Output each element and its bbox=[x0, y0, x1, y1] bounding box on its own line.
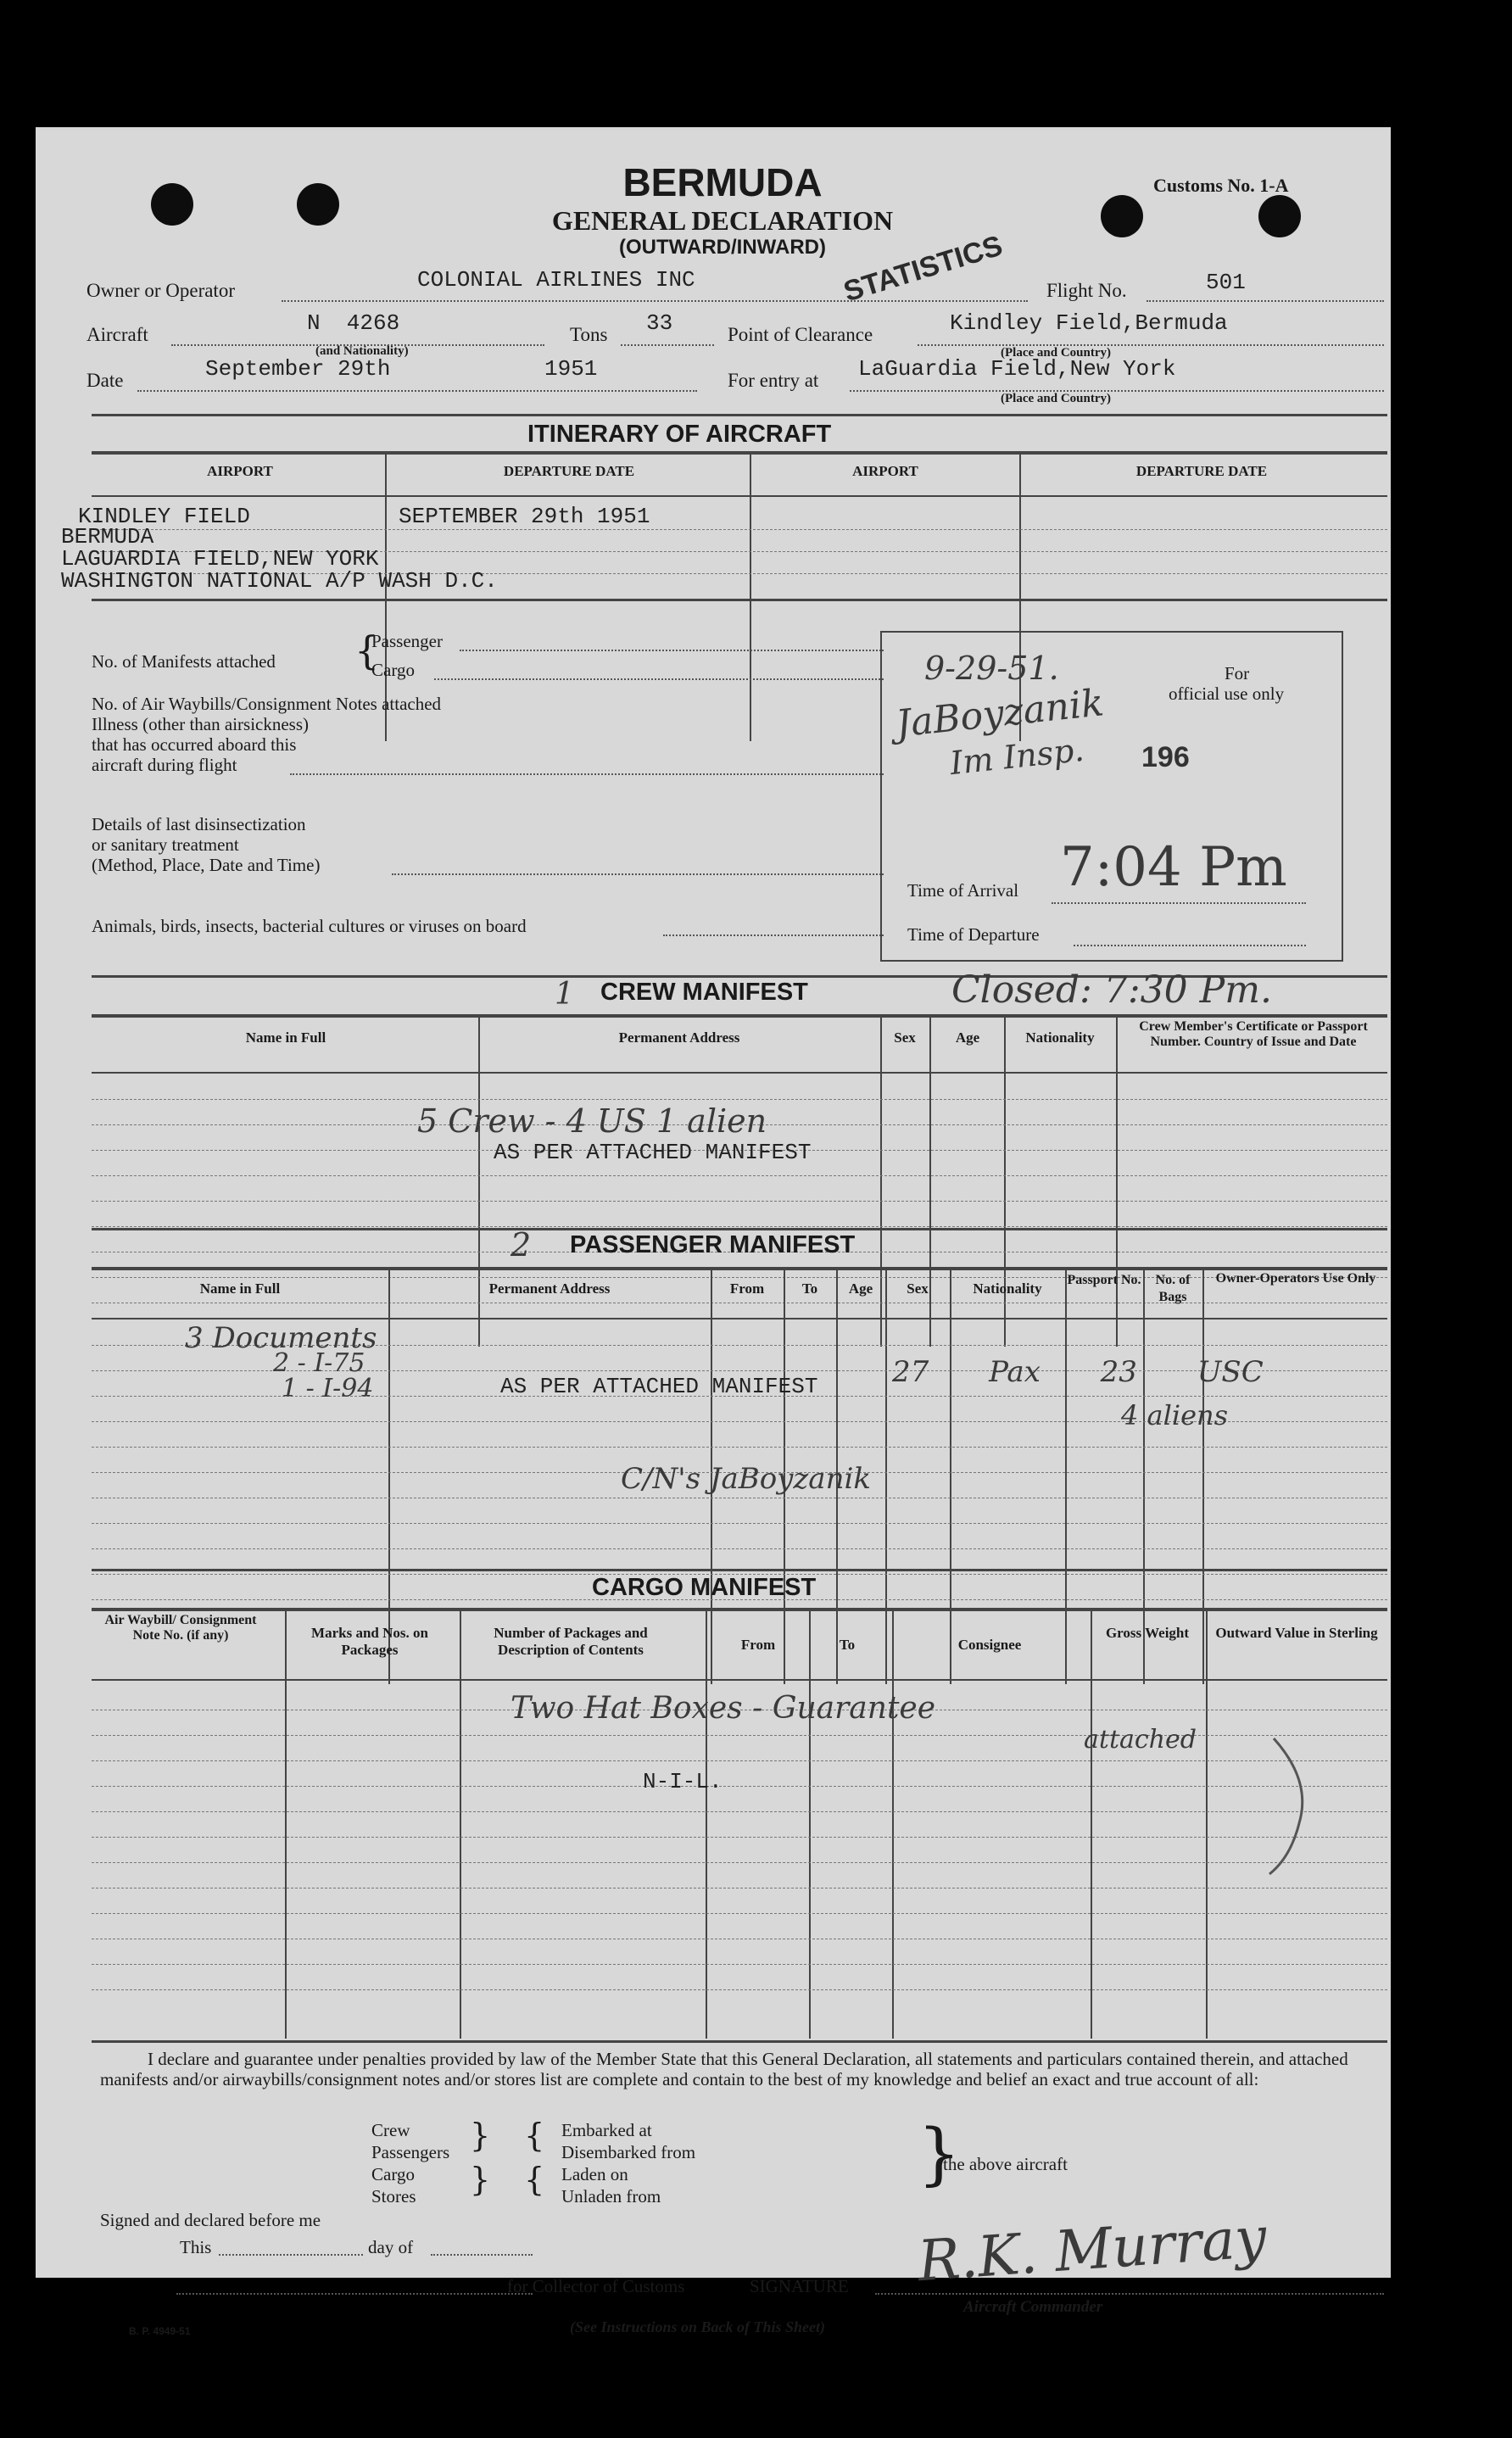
pax-col-nationality: Nationality bbox=[973, 1280, 1042, 1297]
itinerary-col-airport-1: AIRPORT bbox=[207, 463, 273, 479]
arrival-value: 7:04 Pm bbox=[1060, 836, 1287, 899]
manifests-cargo: Cargo bbox=[371, 660, 415, 680]
punch-hole-3 bbox=[1101, 195, 1143, 237]
decl-commander: Aircraft Commander bbox=[963, 2298, 1103, 2316]
illness-line-1: Illness (other than airsickness) bbox=[92, 714, 310, 734]
itinerary-col-airport-2: AIRPORT bbox=[852, 463, 918, 479]
flight-label: Flight No. bbox=[1046, 280, 1127, 301]
crew-col-name: Name in Full bbox=[245, 1029, 326, 1046]
animals-label: Animals, birds, insects, bacterial cultures or viruses on board bbox=[92, 916, 527, 936]
official-hand-signature: JaBoyzanik bbox=[894, 681, 1107, 746]
itinerary-row-3: LAGUARDIA FIELD,NEW YORK bbox=[61, 546, 379, 572]
form-subtitle: GENERAL DECLARATION bbox=[551, 205, 894, 236]
punch-hole-2 bbox=[297, 183, 339, 226]
cargo-col-waybill: Air Waybill/ Consignment Note No. (if any) bbox=[104, 1613, 257, 1643]
official-hand-title: Im Insp. bbox=[948, 730, 1086, 783]
decl-signed: Signed and declared before me bbox=[100, 2210, 321, 2230]
decl-dayof: day of bbox=[368, 2237, 414, 2257]
itinerary-departure: SEPTEMBER 29th 1951 bbox=[399, 504, 650, 529]
decl-this: This bbox=[180, 2237, 212, 2257]
year-value: 1951 bbox=[544, 356, 598, 382]
cargo-hand-note-2: attached bbox=[1084, 1725, 1197, 1755]
manifests-label: No. of Manifests attached bbox=[92, 651, 276, 672]
waybills-label: No. of Air Waybills/Consignment Notes attached bbox=[92, 694, 442, 714]
crew-col-address: Permanent Address bbox=[618, 1029, 740, 1046]
cargo-col-consignee: Consignee bbox=[957, 1637, 1022, 1653]
flight-value: 501 bbox=[1206, 270, 1246, 295]
cargo-col-from: From bbox=[740, 1637, 776, 1653]
decl-embarked: Embarked at bbox=[561, 2120, 652, 2140]
pax-col-address: Permanent Address bbox=[488, 1280, 611, 1297]
cargo-value: N-I-L. bbox=[643, 1769, 723, 1794]
pax-hand-docs-2: 2 - I-75 bbox=[273, 1348, 365, 1378]
itinerary-row-2: BERMUDA bbox=[61, 524, 154, 550]
cargo-hand-bracket bbox=[1265, 1730, 1316, 1883]
pax-col-to: To bbox=[801, 1280, 818, 1297]
pax-col-name: Name in Full bbox=[199, 1280, 281, 1297]
disinsect-line-2: or sanitary treatment bbox=[92, 834, 239, 855]
owner-value: COLONIAL AIRLINES INC bbox=[417, 267, 695, 293]
crew-count: 1 bbox=[555, 977, 574, 1012]
pax-col-passport: Passport No. bbox=[1067, 1273, 1141, 1287]
crew-col-sex: Sex bbox=[894, 1029, 916, 1046]
pax-col-age: Age bbox=[848, 1280, 873, 1297]
cargo-col-to: To bbox=[839, 1637, 856, 1653]
crew-hand-note: 5 Crew - 4 US 1 alien bbox=[417, 1102, 767, 1140]
decl-stores: Stores bbox=[371, 2186, 416, 2206]
declaration-form: BERMUDA GENERAL DECLARATION (OUTWARD/INWARD) Customs No. 1-A STATISTICS Owner or Operator COLONIAL AIRLINES INC Flight No. 501 Aircraft N 4268 (and Nationality) Tons 33 Point of Clearance Kindley Field,Bermuda (Place and Country) Date September 29th 1951 For entry at LaGuardia Field,New York (Place and Country) ITINERARY OF AIRCRAFT AIRPORT DEPARTURE DATE AIRPORT DEPARTURE DATE KINDLEY FIELD BERMUDA LAGUARDIA FIELD,NEW YORK WASHINGTON NATIONAL A/P WASH D.C. SEPTEMBER 29th 1951 No. of Manifests attached { Passenger Cargo No. of Air Waybills/Consignment Notes attached Illness (other than airsickness) that has occurred aboard this aircraft during flight Details of last disinsectization or sanitary treatment (Method, Place, Date and Time) Animals, birds, insects, bacterial cultures or viruses on board For official use only 9-29-51. JaBoyzanik Im Insp. 196 Time of Arrival 7:04 Pm Time of Departure 1 CREW MANIFEST Closed: 7:30 Pm. Name in Full Permanent Address Sex Age Nationality Crew Member's Certificate or Passport Number. Country of Issue and Date 5 Crew - 4 US 1 alien AS PER ATTACHED MANIFEST 2 PASSENGER MANIFEST Name in Full Permanent Address From To Age Sex Nationality Passport No. No. of Bags Owner-Operators Use Only 3 Documents 2 - I-75 1 - I-94 AS PER ATTACHED MANIFEST 27 Pax 23 USC 4 aliens C/N's JaBoyzanik CARGO MANIFEST Air Waybill/ Consignment Note No. (if any) Marks and Nos. on Packages Number of Packages and Description of Contents From To Consignee Gross Weight Outward Value in Sterling Two Hat Boxes - Guarantee attached N-I-L. I declare and guarantee under penalties provided by law of the Member State that this General Declaration, all statements and particulars contained therein, and attached manifests and/or airwaybills/consignment notes and/or stores list are complete and contain to the best of my knowledge and belief an exact and true account of all: Crew Passengers Cargo Stores } } { { Embarked at Disembarked from Laden on Unladen from } the above aircraft Signed and declared before me This day of for Collector of Customs SIGNATURE R.K. Murray Aircraft Commander (See Instructions on Back of This Sheet) B. P. 4949-51 bbox=[36, 127, 1391, 2278]
form-number: B. P. 4949-51 bbox=[129, 2325, 191, 2337]
date-value: September 29th bbox=[205, 356, 391, 382]
punch-hole-1 bbox=[151, 183, 193, 226]
decl-signature-label: SIGNATURE bbox=[750, 2276, 849, 2296]
date-label: Date bbox=[86, 370, 124, 391]
cargo-col-weight: Gross Weight bbox=[1105, 1625, 1190, 1641]
customs-number: Customs No. 1-A bbox=[1153, 175, 1289, 196]
crew-heading: CREW MANIFEST bbox=[600, 979, 808, 1006]
itinerary-col-date-2: DEPARTURE DATE bbox=[1135, 463, 1268, 479]
decl-unladen: Unladen from bbox=[561, 2186, 661, 2206]
manifests-passenger: Passenger bbox=[371, 631, 443, 651]
decl-cargo: Cargo bbox=[371, 2164, 415, 2184]
entry-value: LaGuardia Field,New York bbox=[858, 356, 1176, 382]
pax-col-sex: Sex bbox=[907, 1280, 929, 1297]
arrival-label: Time of Arrival bbox=[907, 880, 1019, 901]
itinerary-heading: ITINERARY OF AIRCRAFT bbox=[527, 421, 832, 448]
declaration-text: I declare and guarantee under penalties provided by law of the Member State that this General Declaration, all statements and particulars contained therein, and attached manifests and/or airwaybills/consignment notes and/or stores list are complete and contain to the best of my knowledge and belief an exact and true account of all: bbox=[100, 2049, 1348, 2089]
decl-laden: Laden on bbox=[561, 2164, 628, 2184]
decl-instructions: (See Instructions on Back of This Sheet) bbox=[570, 2318, 826, 2335]
decl-disembarked: Disembarked from bbox=[561, 2142, 696, 2162]
cargo-hand-note: Two Hat Boxes - Guarantee bbox=[511, 1691, 936, 1726]
official-label-2: official use only bbox=[1169, 683, 1285, 704]
pax-hand-docs-3: 1 - I-94 bbox=[282, 1374, 374, 1403]
entry-label: For entry at bbox=[728, 370, 819, 391]
cargo-col-marks: Marks and Nos. on Packages bbox=[311, 1625, 428, 1658]
disinsect-line-3: (Method, Place, Date and Time) bbox=[92, 855, 321, 875]
aircraft-value: N 4268 bbox=[307, 310, 400, 336]
passenger-count: 2 bbox=[511, 1226, 532, 1264]
statistics-stamp: STATISTICS bbox=[840, 229, 1007, 309]
tons-label: Tons bbox=[570, 324, 608, 345]
pax-hand-aliens: 4 aliens bbox=[1121, 1399, 1229, 1431]
official-use-box bbox=[880, 631, 1343, 962]
illness-line-3: aircraft during flight bbox=[92, 755, 237, 775]
form-direction: (OUTWARD/INWARD) bbox=[619, 236, 826, 259]
itinerary-row-1: KINDLEY FIELD bbox=[78, 504, 250, 529]
crew-col-nationality: Nationality bbox=[1025, 1029, 1095, 1046]
cargo-col-packages: Number of Packages and Description of Contents bbox=[494, 1625, 648, 1658]
passenger-heading: PASSENGER MANIFEST bbox=[570, 1231, 856, 1258]
pax-hand-docs: 3 Documents bbox=[185, 1321, 377, 1355]
clearance-label: Point of Clearance bbox=[728, 324, 873, 345]
tons-value: 33 bbox=[646, 310, 673, 336]
pax-hand-count: 27 Pax 23 USC bbox=[892, 1355, 1264, 1389]
aircraft-sub: (and Nationality) bbox=[315, 344, 409, 358]
punch-hole-4 bbox=[1258, 195, 1301, 237]
official-number: 196 bbox=[1141, 741, 1190, 773]
decl-collector: for Collector of Customs bbox=[507, 2276, 685, 2296]
clearance-sub: (Place and Country) bbox=[1001, 346, 1111, 360]
form-title: BERMUDA bbox=[622, 160, 823, 204]
decl-passengers: Passengers bbox=[371, 2142, 450, 2162]
pax-value: AS PER ATTACHED MANIFEST bbox=[500, 1374, 818, 1399]
itinerary-col-date-1: DEPARTURE DATE bbox=[503, 463, 635, 479]
crew-col-certificate: Crew Member's Certificate or Passport Number. Country of Issue and Date bbox=[1139, 1019, 1368, 1049]
pax-col-owner: Owner-Operators Use Only bbox=[1215, 1271, 1376, 1286]
pax-col-bags: No. of Bags bbox=[1155, 1273, 1191, 1304]
pax-col-from: From bbox=[729, 1280, 765, 1297]
official-label-1: For bbox=[1225, 663, 1250, 683]
departure-time-label: Time of Departure bbox=[907, 924, 1040, 945]
cargo-heading: CARGO MANIFEST bbox=[592, 1574, 817, 1601]
clearance-value: Kindley Field,Bermuda bbox=[950, 310, 1228, 336]
itinerary-row-4: WASHINGTON NATIONAL A/P WASH D.C. bbox=[61, 568, 498, 594]
entry-sub: (Place and Country) bbox=[1001, 392, 1111, 405]
illness-line-2: that has occurred aboard this bbox=[92, 734, 297, 755]
commander-signature: R.K. Murray bbox=[915, 2204, 1269, 2295]
pax-hand-signature: C/N's JaBoyzanik bbox=[621, 1462, 871, 1496]
aircraft-label: Aircraft bbox=[86, 324, 148, 345]
decl-crew: Crew bbox=[371, 2120, 410, 2140]
disinsect-line-1: Details of last disinsectization bbox=[92, 814, 306, 834]
crew-value: AS PER ATTACHED MANIFEST bbox=[494, 1140, 812, 1165]
decl-above-aircraft: the above aircraft bbox=[943, 2154, 1068, 2174]
crew-col-age: Age bbox=[955, 1029, 980, 1046]
cargo-col-value: Outward Value in Sterling bbox=[1215, 1625, 1378, 1641]
official-hand-date: 9-29-51. bbox=[924, 650, 1059, 687]
owner-label: Owner or Operator bbox=[86, 280, 235, 301]
crew-closed: Closed: 7:30 Pm. bbox=[951, 968, 1272, 1012]
